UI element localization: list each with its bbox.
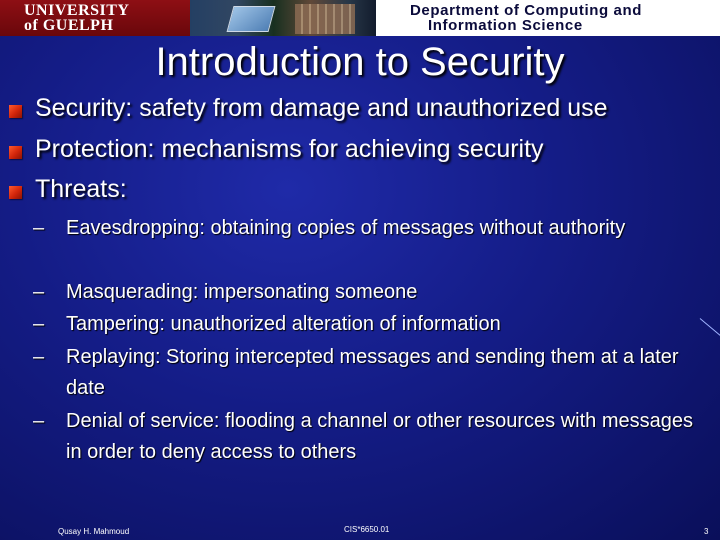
dash-marker: – [33,313,45,335]
university-city: of GUELPH [24,17,114,34]
header-banner [0,0,720,36]
bullet-square-icon [9,186,22,199]
dash-marker: – [33,217,45,239]
department-name [376,0,720,36]
slide-title: Introduction to Security [155,40,565,84]
sub-bullet-text: Replaying: Storing intercepted messages and sending them at a later date [66,346,679,399]
footer-author: Qusay H. Mahmoud [58,527,130,536]
building-image [295,4,355,34]
bullet-square-icon [9,146,22,159]
sub-bullet-text: Denial of service: flooding a channel or other resources with messages in order to deny access to others [66,410,693,463]
sub-bullet-text: Masquerading: impersonating someone [66,281,418,303]
department-line-2: Information Science [428,17,583,34]
footer-course: CIS*6650.01 [344,525,390,534]
bullet-item-security [0,94,720,124]
dash-marker: – [33,281,45,303]
sub-bullet-text: Eavesdropping: obtaining copies of messages without authority [66,217,626,239]
bullet-item-protection [0,135,720,165]
sub-bullet-text: Tampering: unauthorized alteration of information [66,313,501,335]
department-line-1: Department of Computing and [410,2,643,19]
bullet-text: Protection: mechanisms for achieving security [35,135,544,163]
computer-screen-image [227,6,276,32]
dash-marker: – [33,346,45,368]
bullet-text: Security: safety from damage and unauthorized use [35,94,608,122]
university-logo [0,0,190,36]
bullet-item-threats [0,175,720,205]
university-name: UNIVERSITY [24,2,130,19]
dash-marker: – [33,410,45,432]
bullet-text: Threats: [35,175,127,203]
bullet-square-icon [9,105,22,118]
footer-page-number: 3 [704,527,709,536]
banner-photo-image [190,0,376,36]
